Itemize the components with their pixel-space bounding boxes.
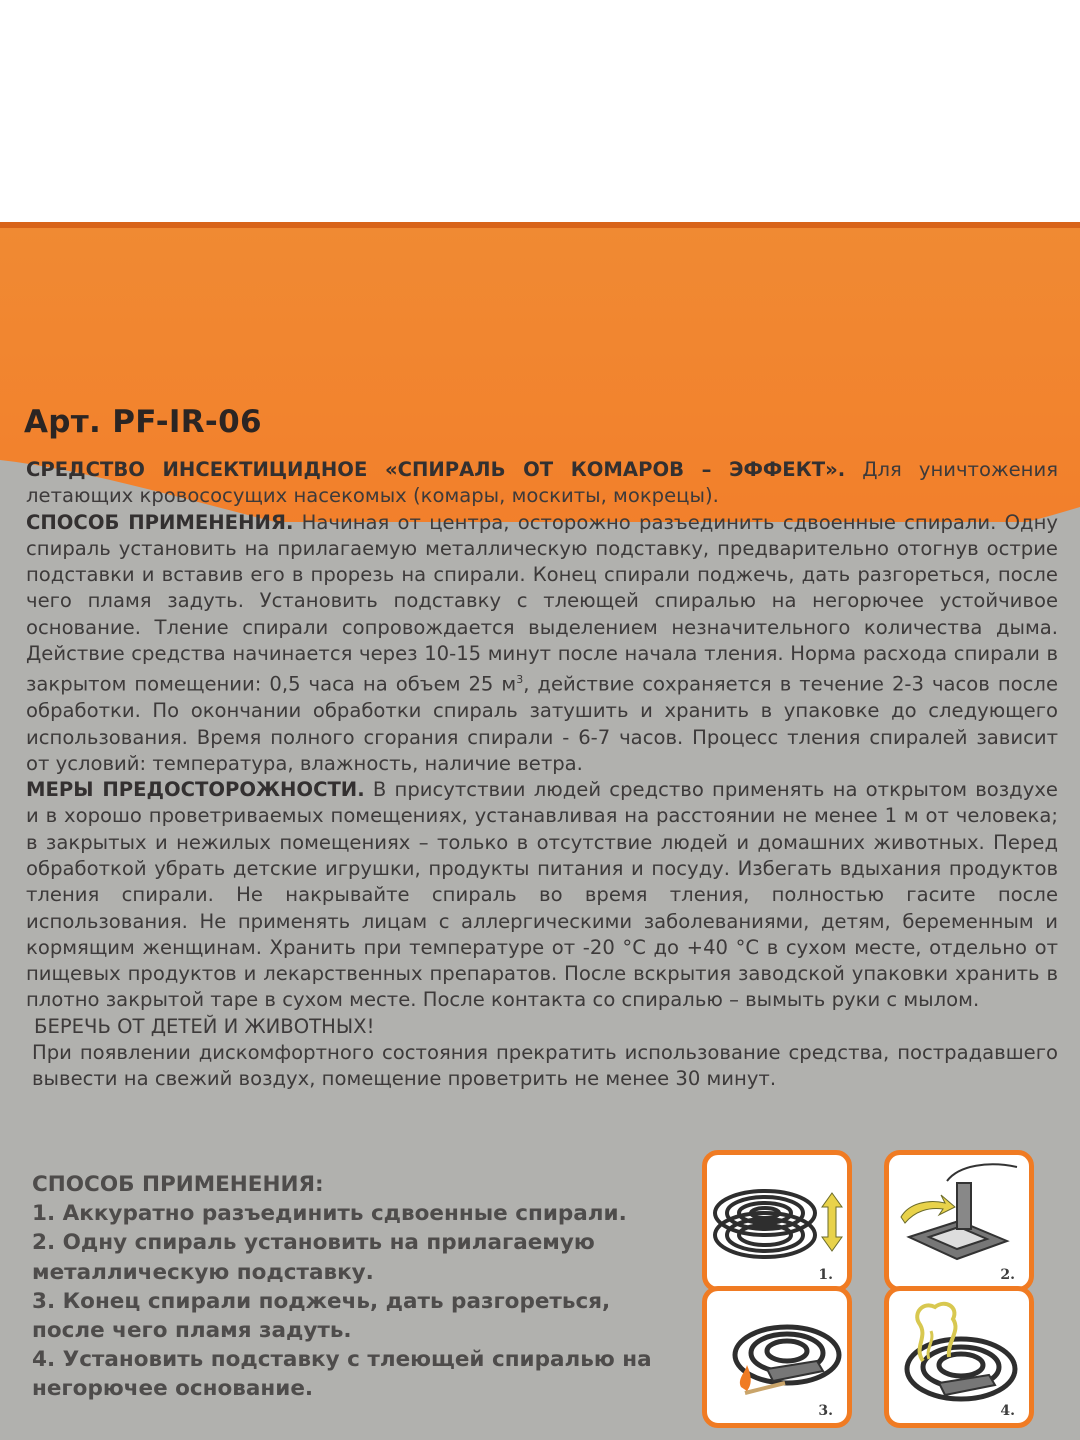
precautions-text: В присутствии людей средство применять на открытом воздухе и в хорошо проветриваемых помещениях, устанавливая на расстоянии не менее 1 м от человека; в закрытых и нежилых помещениях – только в отсутствие людей и домашних животных. Перед обработкой убрать детские игрушки, продукты питания и посуду. Избегать вдыхания продуктов тления спирали. Не накрывайте спираль во время тления, полностью гасите после использования. Не применять лицам с аллергическими заболеваниями, детям, беременным и кормящим женщинам. Хранить при температуре от -20 °С до +40 °С в сухом месте, отдельно от пищевых продуктов и лекарственных препаратов. После вскрытия заводской упаковки хранить в плотно закрытой таре в сухом месте. После контакта со спиралью – вымыть руки с мылом.: [26, 778, 1058, 1012]
product-purpose: Для уничтожения летающих кровососущих насекомых (комары, москиты, мокрецы).: [26, 458, 1058, 508]
step-4: 4. Установить подставку с тлеющей спиралью на негорючее основание.: [32, 1347, 652, 1402]
step-2-illustration: [884, 1150, 1034, 1292]
step-number: 4.: [1000, 1403, 1015, 1419]
instructions-text: [26, 457, 1058, 1093]
steps-list: [32, 1170, 672, 1404]
method-text-part1: Начиная от центра, осторожно разъединить сдвоенные спирали. Одну спираль установить на прилагаемую металлическую подставку, предварительно отогнув острие подставки и вставив его в прорезь на спирали. Конец спирали поджечь, дать разгореться, после чего пламя задуть. Установить подставку с тлеющей спиралью на негорючее устойчивое основание. Тление спирали сопровождается выделением незначительного количества дыма. Действие средства начинается через 10-15 минут после начала тления. Норма расхода спирали в закрытом помещении: 0,5 часа на объем 25 м: [26, 510, 1058, 696]
precautions-heading: МЕРЫ ПРЕДОСТОРОЖНОСТИ.: [26, 778, 365, 802]
warning-text: БЕРЕЧЬ ОТ ДЕТЕЙ И ЖИВОТНЫХ!: [34, 1014, 375, 1038]
step-2: 2. Одну спираль установить на прилагаемую металлическую подставку.: [32, 1230, 595, 1285]
product-description: [26, 457, 1058, 510]
article-number: Арт. PF-IR-06: [24, 404, 262, 440]
step-number: 1.: [818, 1267, 833, 1283]
package-panel: [0, 222, 1080, 1440]
step-1-illustration: [702, 1150, 852, 1292]
box-edge: [0, 222, 1080, 228]
method-heading: СПОСОБ ПРИМЕНЕНИЯ.: [26, 510, 294, 534]
step-number: 3.: [818, 1403, 833, 1419]
step-3-illustration: [702, 1286, 852, 1428]
step-3: 3. Конец спирали поджечь, дать разгореться, после чего пламя задуть.: [32, 1288, 611, 1344]
method-text-part2: , действие сохраняется в течение 2-3 часов после обработки. По окончании обработки спираль затушить и хранить в упаковке до следующего использования. Время полного сгорания спирали - 6-7 часов. Процесс тления спиралей зависит от условий: температура, влажность, наличие ветра.: [26, 672, 1058, 775]
superscript-3: 3: [516, 673, 524, 687]
step-1: 1. Аккуратно разъединить сдвоенные спирали.: [32, 1201, 627, 1227]
precautions-section: [26, 777, 1058, 1014]
product-title: СРЕДСТВО ИНСЕКТИЦИДНОЕ «СПИРАЛЬ ОТ КОМАРОВ – ЭФФЕКТ».: [26, 458, 846, 481]
step-number: 2.: [1000, 1267, 1015, 1283]
step-4-illustration: [884, 1286, 1034, 1428]
steps-heading: СПОСОБ ПРИМЕНЕНИЯ:: [32, 1172, 324, 1197]
method-section: [26, 510, 1058, 778]
discomfort-text: При появлении дискомфортного состояния прекратить использование средства, пострадавшего вывести на свежий воздух, помещение проветрить не менее 30 минут.: [32, 1041, 1058, 1091]
